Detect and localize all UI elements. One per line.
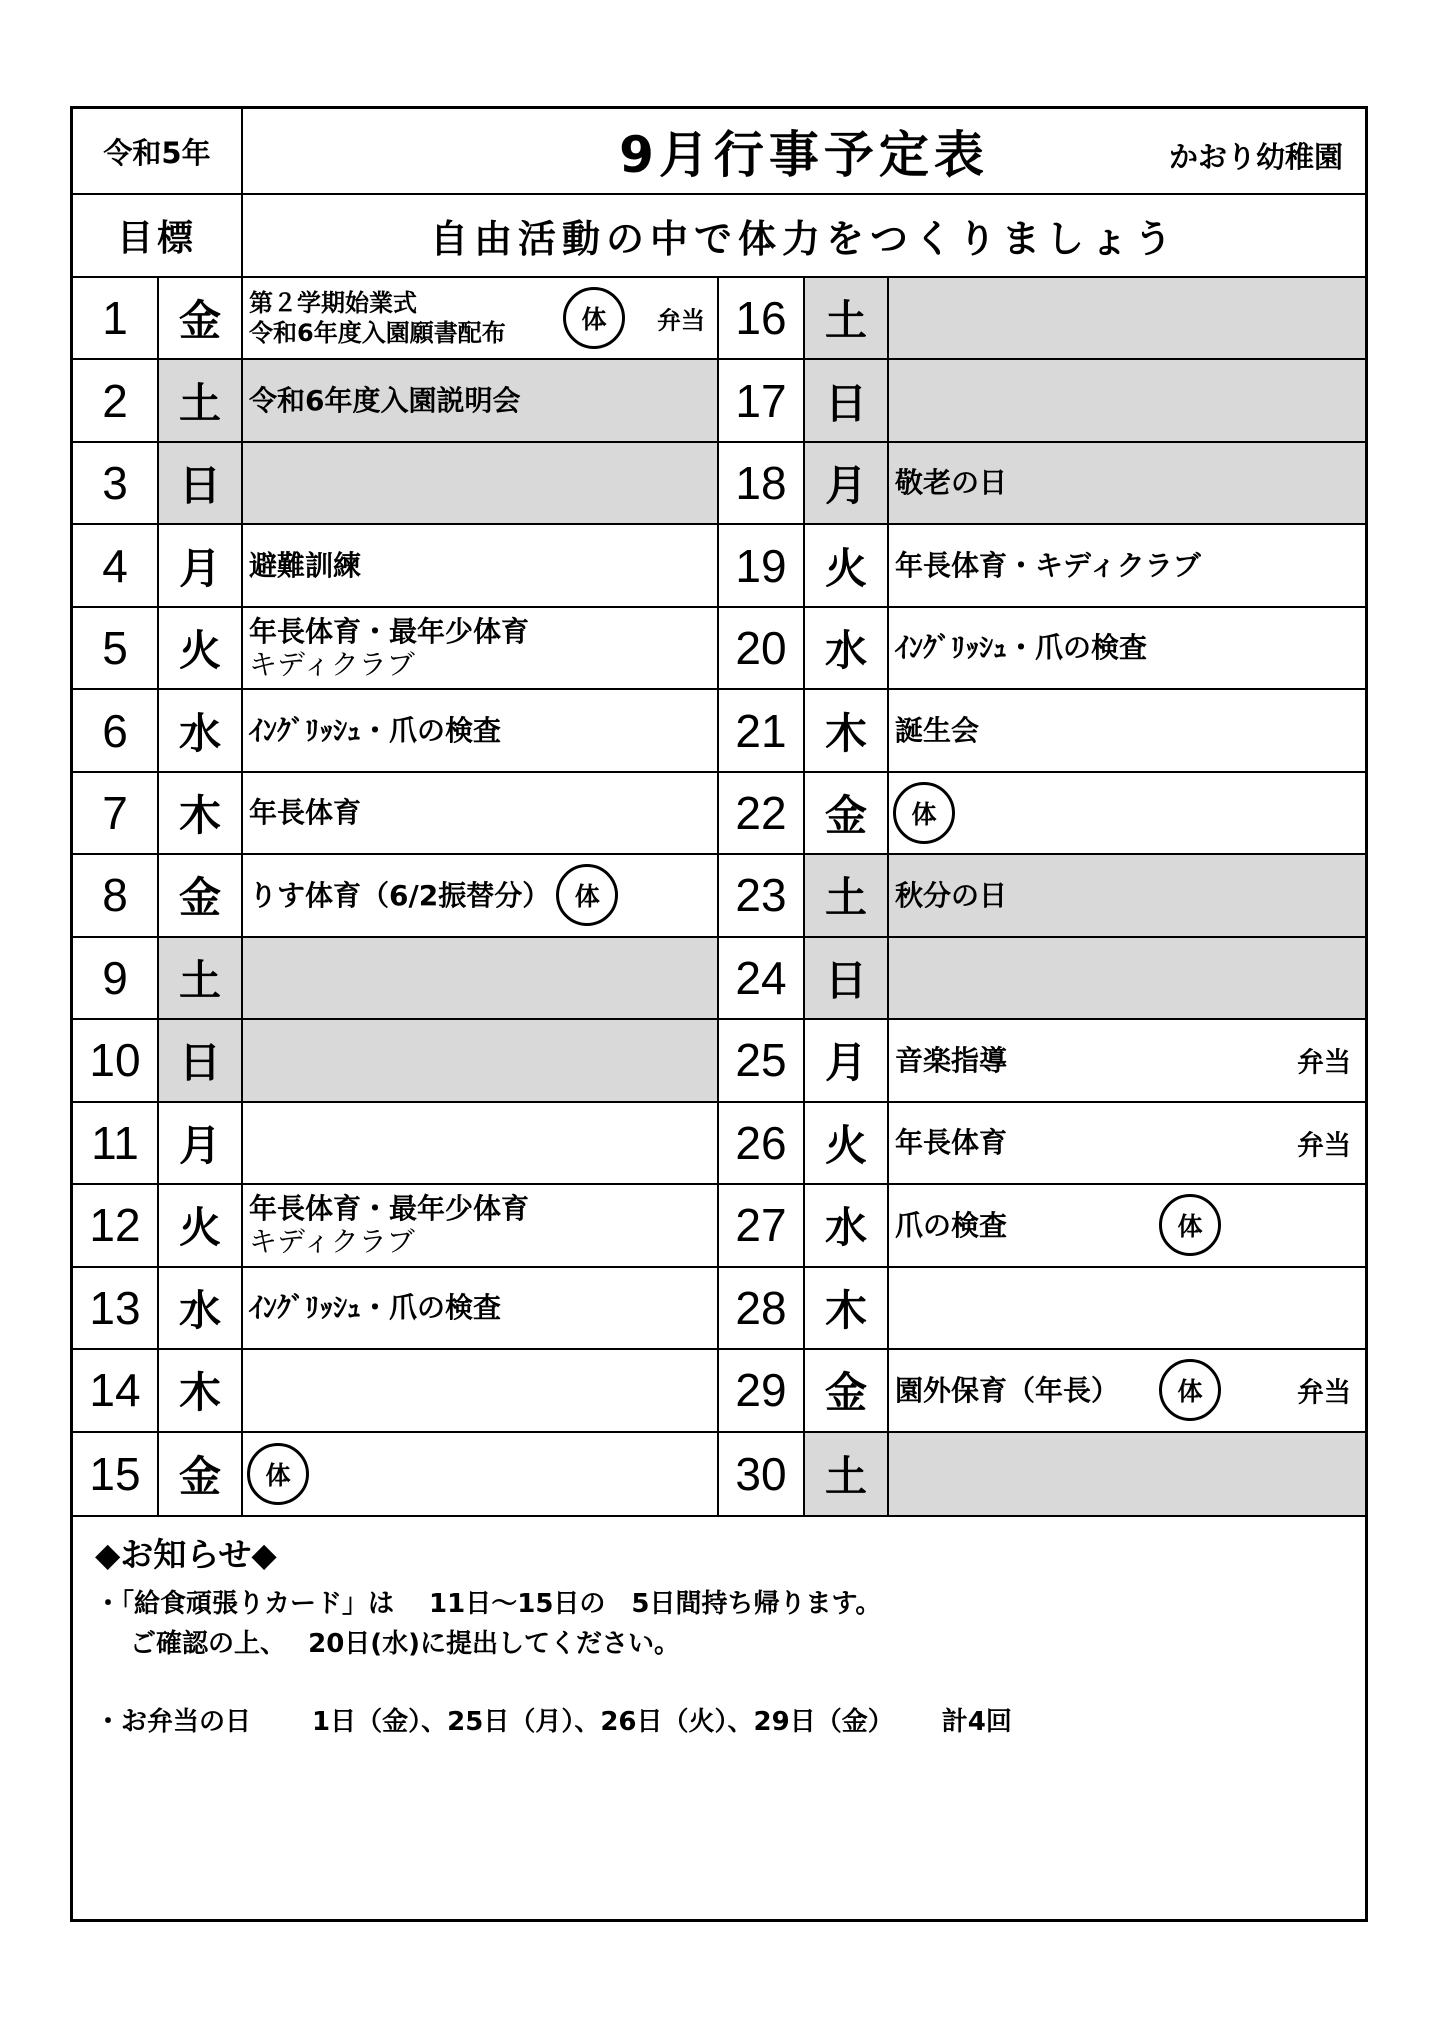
day-number: 24 bbox=[719, 938, 805, 1018]
day-number: 16 bbox=[719, 278, 805, 358]
event-cell bbox=[243, 443, 717, 523]
day-row bbox=[719, 525, 1365, 607]
day-number: 14 bbox=[73, 1350, 159, 1430]
goal-text: 自由活動の中で体力をつくりましょう bbox=[429, 217, 1178, 261]
event-line: 年長体育 bbox=[249, 796, 362, 830]
event-cell bbox=[243, 690, 717, 770]
day-number: 21 bbox=[719, 690, 805, 770]
day-number: 20 bbox=[719, 608, 805, 688]
event-text bbox=[249, 384, 520, 418]
day-row bbox=[719, 938, 1365, 1020]
event-text bbox=[249, 1291, 501, 1325]
event-cell bbox=[243, 1268, 717, 1348]
day-number: 5 bbox=[73, 608, 159, 688]
event-line: 避難訓練 bbox=[249, 548, 362, 582]
event-line: ｲﾝｸﾞﾘｯｼｭ・爪の検査 bbox=[249, 1291, 502, 1325]
day-number: 29 bbox=[719, 1350, 805, 1430]
day-number: 18 bbox=[719, 443, 805, 523]
notice-line-1: ・「給食頑張りカード」は 11日～15日の 5日間持ち帰ります。 bbox=[95, 1589, 882, 1619]
event-cell bbox=[243, 1020, 717, 1100]
event-cell bbox=[889, 1350, 1365, 1430]
day-number: 4 bbox=[73, 525, 159, 605]
event-cell bbox=[889, 608, 1365, 688]
weekday: 月 bbox=[159, 1103, 243, 1183]
day-number: 10 bbox=[73, 1020, 159, 1100]
event-line: 令和6年度入園願書配布 bbox=[249, 319, 506, 348]
weekday: 水 bbox=[805, 608, 889, 688]
weekday: 木 bbox=[159, 773, 243, 853]
weekday: 水 bbox=[159, 1268, 243, 1348]
pe-badge-icon: 体 bbox=[247, 1443, 309, 1505]
school-name: かおり幼稚園 bbox=[1168, 140, 1343, 174]
day-number: 23 bbox=[719, 855, 805, 935]
notice-line-3: ・お弁当の日 1日（金）、25日（月）、26日（火）、29日（金） 計4回 bbox=[95, 1707, 1012, 1737]
day-number: 15 bbox=[73, 1433, 159, 1515]
event-text bbox=[249, 1192, 529, 1259]
day-number: 19 bbox=[719, 525, 805, 605]
day-row bbox=[719, 1433, 1365, 1515]
weekday: 日 bbox=[805, 938, 889, 1018]
day-row bbox=[73, 360, 719, 442]
day-row bbox=[73, 690, 719, 772]
day-number: 27 bbox=[719, 1185, 805, 1265]
weekday: 金 bbox=[805, 773, 889, 853]
day-row bbox=[73, 938, 719, 1020]
day-row bbox=[719, 360, 1365, 442]
day-row bbox=[73, 1350, 719, 1432]
event-text bbox=[249, 615, 529, 682]
day-row bbox=[73, 1185, 719, 1267]
day-number: 30 bbox=[719, 1433, 805, 1515]
event-line: 年長体育・最年少体育 bbox=[249, 1191, 530, 1225]
page-title: 9月行事予定表 bbox=[619, 126, 989, 184]
day-row bbox=[719, 1185, 1365, 1267]
weekday: 火 bbox=[159, 608, 243, 688]
event-text bbox=[895, 1374, 1119, 1408]
day-row bbox=[719, 608, 1365, 690]
schedule-sheet bbox=[70, 106, 1368, 1922]
weekday: 木 bbox=[805, 1268, 889, 1348]
weekday: 日 bbox=[159, 443, 243, 523]
event-text bbox=[895, 714, 979, 748]
weekday: 金 bbox=[805, 1350, 889, 1430]
event-cell bbox=[889, 690, 1365, 770]
event-cell bbox=[889, 938, 1365, 1018]
event-line: キディクラブ bbox=[249, 1225, 415, 1259]
event-cell bbox=[889, 525, 1365, 605]
weekday: 水 bbox=[805, 1185, 889, 1265]
day-row bbox=[73, 608, 719, 690]
day-row bbox=[73, 1433, 719, 1515]
event-cell bbox=[889, 278, 1365, 358]
event-text bbox=[249, 288, 506, 348]
day-row bbox=[73, 525, 719, 607]
event-line: 年長体育 bbox=[895, 1126, 1008, 1160]
event-cell bbox=[243, 773, 717, 853]
event-text bbox=[895, 631, 1147, 665]
event-line: りす体育（6/2振替分） bbox=[249, 878, 551, 912]
day-row bbox=[73, 1103, 719, 1185]
event-text bbox=[895, 879, 1007, 913]
event-line: 音楽指導 bbox=[895, 1043, 1008, 1077]
bento-label: 弁当 bbox=[1297, 1130, 1351, 1162]
day-row bbox=[719, 443, 1365, 525]
event-cell bbox=[889, 855, 1365, 935]
event-line: 園外保育（年長） bbox=[895, 1373, 1120, 1407]
weekday: 土 bbox=[805, 1433, 889, 1515]
calendar-grid bbox=[73, 278, 1365, 1517]
event-cell bbox=[889, 1185, 1365, 1265]
day-row bbox=[719, 1268, 1365, 1350]
day-number: 17 bbox=[719, 360, 805, 440]
event-cell bbox=[889, 1433, 1365, 1515]
event-line: 秋分の日 bbox=[895, 878, 1008, 912]
day-row bbox=[73, 855, 719, 937]
day-number: 11 bbox=[73, 1103, 159, 1183]
weekday: 金 bbox=[159, 1433, 243, 1515]
day-row bbox=[73, 1020, 719, 1102]
weekday: 火 bbox=[159, 1185, 243, 1265]
bento-label: 弁当 bbox=[1297, 1377, 1351, 1409]
event-line: 年長体育・最年少体育 bbox=[249, 614, 530, 648]
pe-badge-icon: 体 bbox=[1159, 1194, 1221, 1256]
bento-label: 弁当 bbox=[657, 306, 705, 335]
day-row bbox=[719, 690, 1365, 772]
day-number: 28 bbox=[719, 1268, 805, 1348]
event-cell bbox=[243, 855, 717, 935]
event-text bbox=[895, 1209, 1007, 1243]
title-row bbox=[73, 109, 1365, 195]
pe-badge-icon: 体 bbox=[1159, 1359, 1221, 1421]
weekday: 月 bbox=[805, 443, 889, 523]
event-text bbox=[895, 466, 1007, 500]
pe-badge-icon: 体 bbox=[563, 287, 625, 349]
event-text bbox=[895, 1126, 1007, 1160]
era-label: 令和5年 bbox=[73, 109, 243, 193]
weekday: 土 bbox=[159, 938, 243, 1018]
weekday: 木 bbox=[159, 1350, 243, 1430]
weekday: 金 bbox=[159, 278, 243, 358]
event-line: 誕生会 bbox=[895, 713, 980, 747]
day-number: 25 bbox=[719, 1020, 805, 1100]
event-text bbox=[249, 796, 361, 830]
pe-badge-icon: 体 bbox=[556, 864, 618, 926]
event-line: 第２学期始業式 bbox=[249, 289, 417, 318]
day-number: 12 bbox=[73, 1185, 159, 1265]
notice-title: ◆お知らせ◆ bbox=[95, 1535, 277, 1574]
weekday: 日 bbox=[159, 1020, 243, 1100]
goal-row bbox=[73, 195, 1365, 278]
day-row bbox=[73, 1268, 719, 1350]
day-number: 13 bbox=[73, 1268, 159, 1348]
goal-label: 目標 bbox=[73, 195, 243, 276]
day-number: 6 bbox=[73, 690, 159, 770]
day-row bbox=[719, 1350, 1365, 1432]
weekday: 土 bbox=[159, 360, 243, 440]
weekday: 火 bbox=[805, 1103, 889, 1183]
event-text bbox=[895, 1044, 1007, 1078]
event-cell bbox=[243, 938, 717, 1018]
event-line: 令和6年度入園説明会 bbox=[249, 383, 521, 417]
day-row bbox=[73, 443, 719, 525]
event-cell bbox=[243, 1103, 717, 1183]
event-cell bbox=[889, 360, 1365, 440]
weekday: 土 bbox=[805, 855, 889, 935]
event-text bbox=[895, 549, 1201, 583]
day-number: 1 bbox=[73, 278, 159, 358]
event-text bbox=[249, 714, 501, 748]
day-row bbox=[73, 278, 719, 360]
event-line: 年長体育・キディクラブ bbox=[895, 548, 1201, 582]
weekday: 木 bbox=[805, 690, 889, 770]
event-line: 敬老の日 bbox=[895, 466, 1008, 500]
event-cell bbox=[889, 1103, 1365, 1183]
event-cell bbox=[243, 525, 717, 605]
event-line: ｲﾝｸﾞﾘｯｼｭ・爪の検査 bbox=[249, 713, 502, 747]
day-row bbox=[719, 773, 1365, 855]
event-cell bbox=[243, 1185, 717, 1265]
event-line: キディクラブ bbox=[249, 648, 415, 682]
event-text bbox=[249, 549, 361, 583]
day-number: 26 bbox=[719, 1103, 805, 1183]
event-cell bbox=[889, 1020, 1365, 1100]
day-number: 22 bbox=[719, 773, 805, 853]
day-number: 8 bbox=[73, 855, 159, 935]
notice-section bbox=[73, 1517, 1365, 1919]
event-cell bbox=[243, 608, 717, 688]
weekday: 金 bbox=[159, 855, 243, 935]
day-row bbox=[719, 1103, 1365, 1185]
event-text bbox=[249, 879, 550, 913]
day-row bbox=[719, 1020, 1365, 1102]
day-row bbox=[73, 773, 719, 855]
day-row bbox=[719, 278, 1365, 360]
weekday: 月 bbox=[159, 525, 243, 605]
weekday: 日 bbox=[805, 360, 889, 440]
day-number: 3 bbox=[73, 443, 159, 523]
event-cell bbox=[243, 278, 717, 358]
event-cell bbox=[243, 1350, 717, 1430]
day-number: 2 bbox=[73, 360, 159, 440]
event-cell bbox=[243, 1433, 717, 1515]
day-number: 9 bbox=[73, 938, 159, 1018]
weekday: 水 bbox=[159, 690, 243, 770]
event-cell bbox=[889, 773, 1365, 853]
weekday: 月 bbox=[805, 1020, 889, 1100]
title-cell bbox=[243, 109, 1365, 193]
day-row bbox=[719, 855, 1365, 937]
bento-label: 弁当 bbox=[1297, 1047, 1351, 1079]
event-line: 爪の検査 bbox=[895, 1208, 1008, 1242]
event-cell bbox=[243, 360, 717, 440]
weekday: 土 bbox=[805, 278, 889, 358]
weekday: 火 bbox=[805, 525, 889, 605]
event-cell bbox=[889, 443, 1365, 523]
notice-line-2: ご確認の上、 20日(水)に提出してください。 bbox=[95, 1629, 681, 1659]
pe-badge-icon: 体 bbox=[893, 782, 955, 844]
event-line: ｲﾝｸﾞﾘｯｼｭ・爪の検査 bbox=[895, 631, 1148, 665]
day-number: 7 bbox=[73, 773, 159, 853]
event-cell bbox=[889, 1268, 1365, 1348]
